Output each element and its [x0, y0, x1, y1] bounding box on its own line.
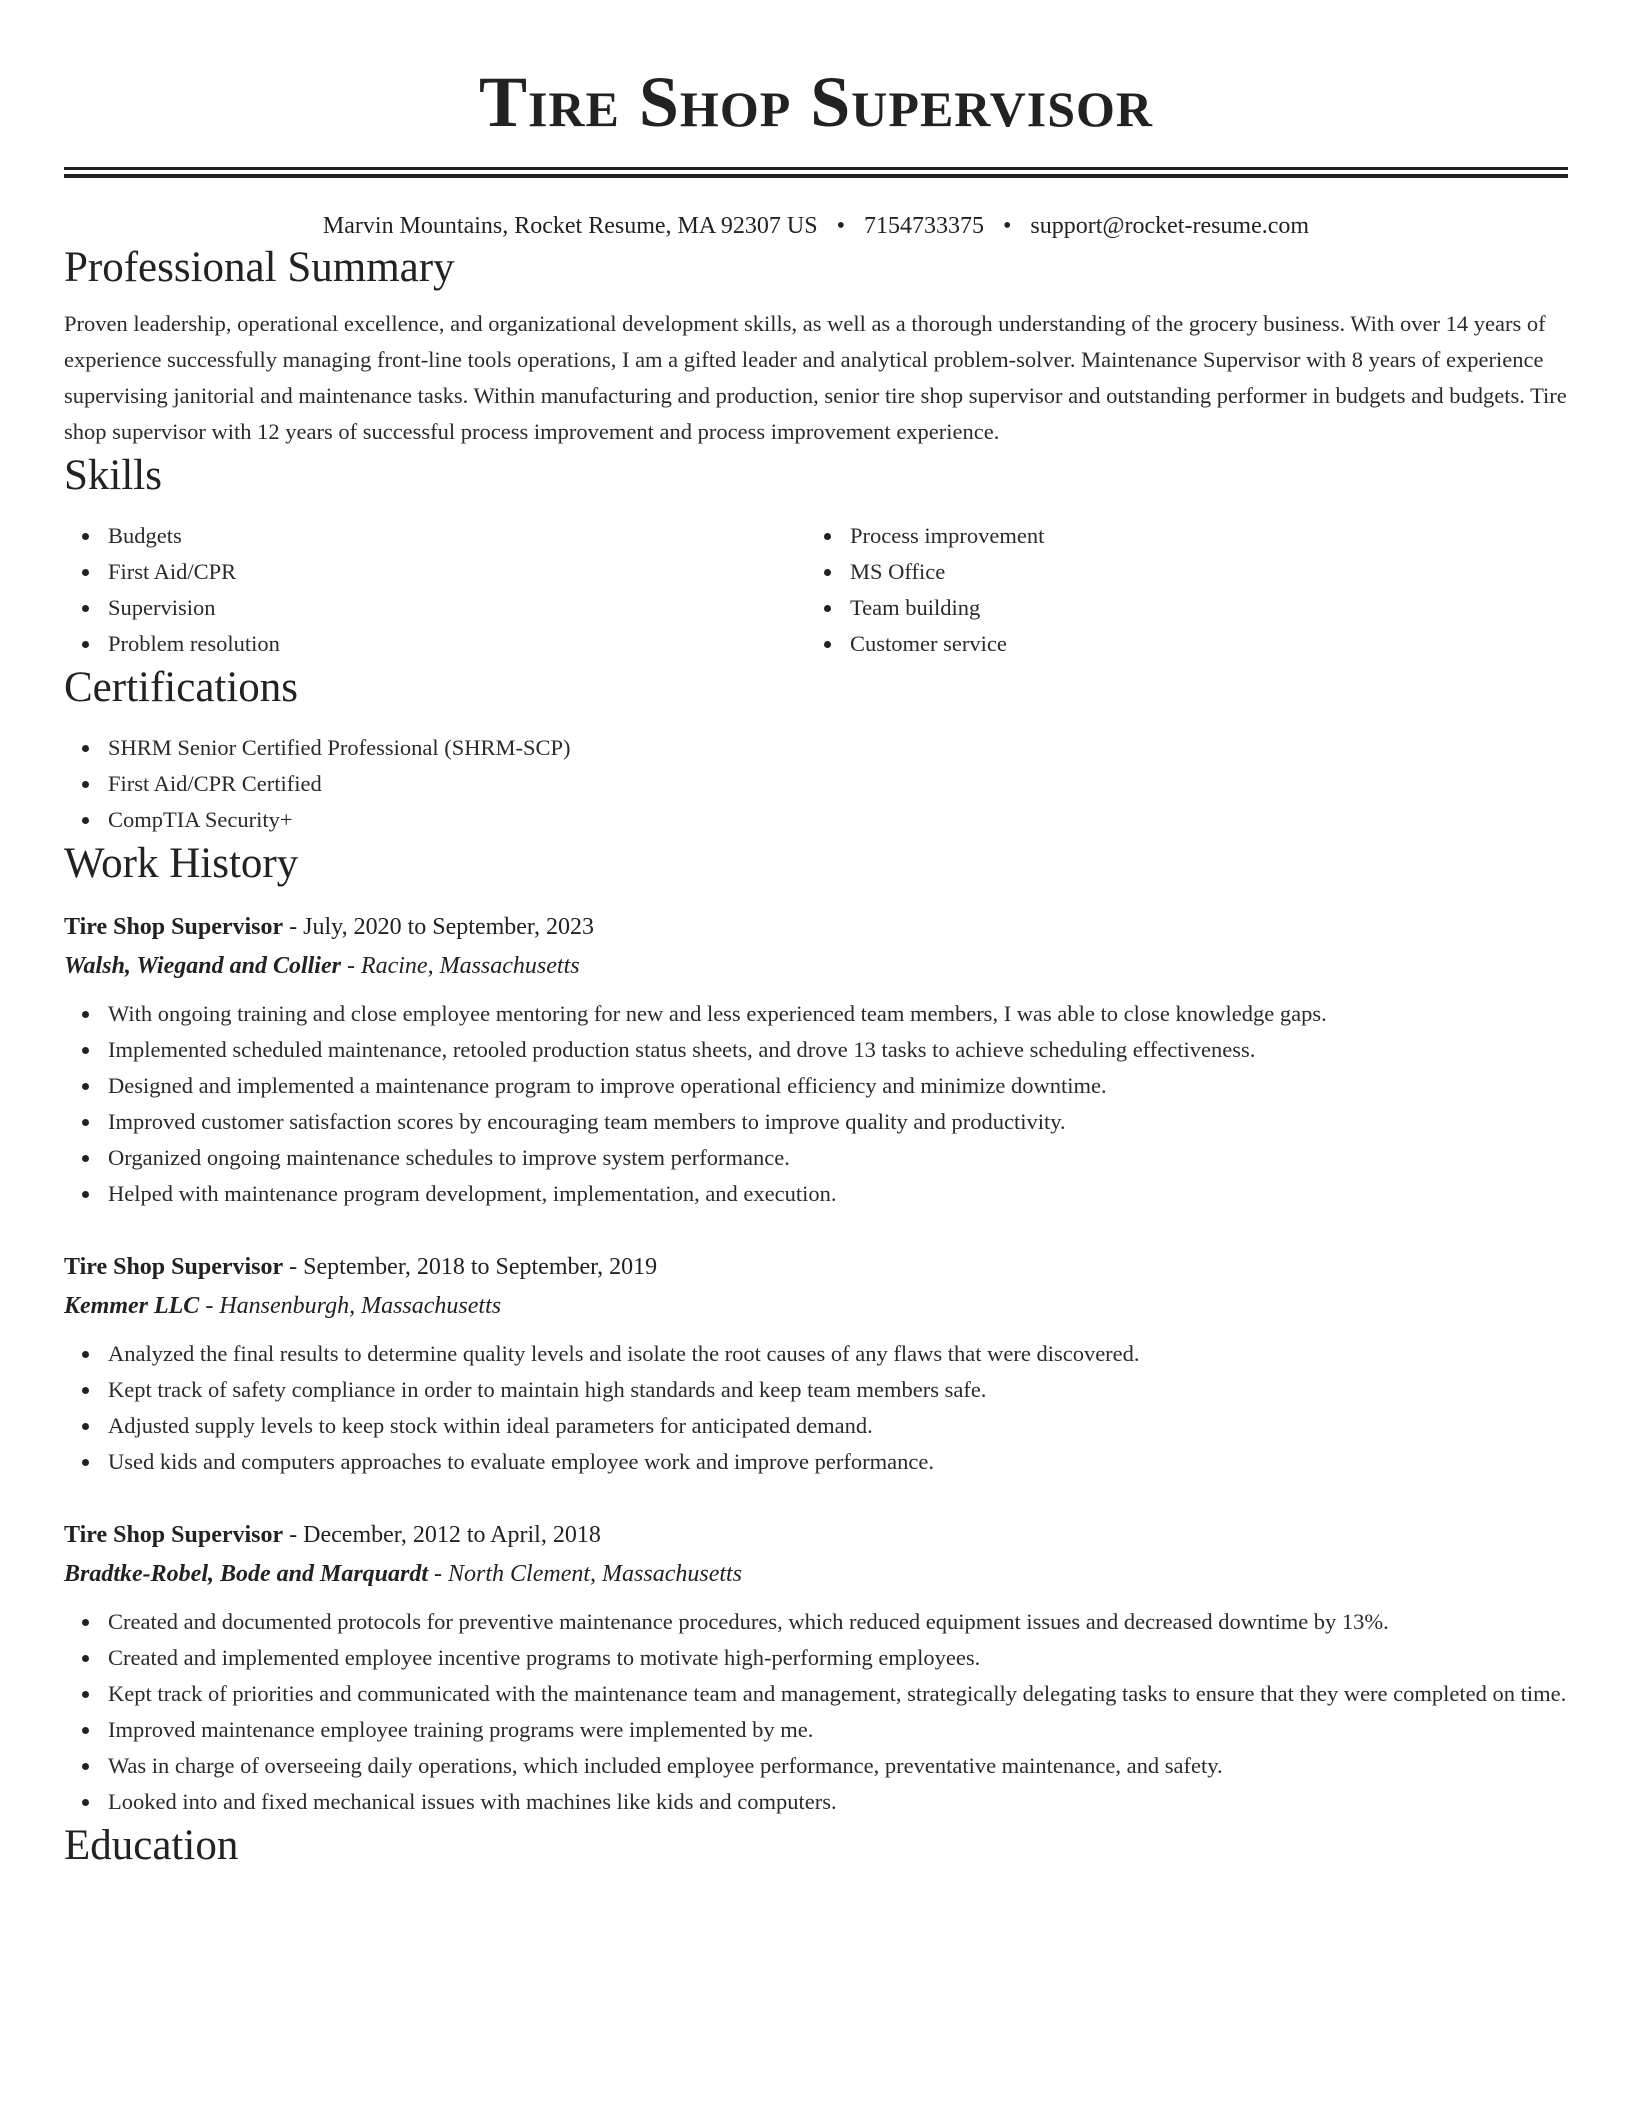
job-company: Bradtke-Robel, Bode and Marquardt [64, 1561, 429, 1587]
job-bullet: Helped with maintenance program development, implementation, and execution. [64, 1176, 1568, 1212]
skills-column-right [806, 518, 1548, 662]
job-bullet: Created and implemented employee incentive programs to motivate high-performing employees. [64, 1640, 1568, 1676]
job-bullet: Designed and implemented a maintenance program to improve operational efficiency and minimize downtime. [64, 1068, 1568, 1104]
skills-column-left [64, 518, 806, 662]
education-heading: Education [64, 1822, 239, 1869]
skills-heading: Skills [64, 452, 162, 499]
job-dash: - [428, 1561, 449, 1587]
skills-list-left [64, 518, 806, 662]
job-dates: July, 2020 to September, 2023 [303, 914, 594, 940]
skill-item: Customer service [806, 626, 1548, 662]
job-dash: - [199, 1293, 220, 1319]
job-company: Kemmer LLC [64, 1293, 200, 1319]
job-entry [64, 1516, 1568, 1820]
job-dates: September, 2018 to September, 2019 [303, 1254, 658, 1280]
job-company: Walsh, Wiegand and Collier [64, 953, 341, 979]
summary-heading: Professional Summary [64, 244, 455, 291]
job-title-line [64, 908, 1568, 946]
contact-line [64, 210, 1568, 242]
job-company-line [64, 1554, 1568, 1594]
job-bullet: Improved customer satisfaction scores by encouraging team members to improve quality and productivity. [64, 1104, 1568, 1140]
job-bullets [64, 1604, 1568, 1820]
skill-item: Team building [806, 590, 1548, 626]
job-location: Racine, Massachusetts [360, 953, 580, 979]
job-dash: - [340, 953, 361, 979]
job-title: Tire Shop Supervisor [64, 1254, 284, 1280]
job-location: Hansenburgh, Massachusetts [219, 1293, 502, 1319]
job-bullet: Improved maintenance employee training programs were implemented by me. [64, 1712, 1568, 1748]
job-company-line [64, 1286, 1568, 1326]
job-company-line [64, 946, 1568, 986]
job-bullet: Organized ongoing maintenance schedules to improve system performance. [64, 1140, 1568, 1176]
job-bullets [64, 1336, 1568, 1480]
certification-item: First Aid/CPR Certified [64, 766, 1568, 802]
skill-item: Budgets [64, 518, 806, 554]
job-dates: December, 2012 to April, 2018 [303, 1522, 601, 1548]
contact-email: support@rocket-resume.com [1030, 213, 1310, 239]
job-entry [64, 1248, 1568, 1480]
summary-text: Proven leadership, operational excellence, and organizational development skills, as well as a thorough understanding of the grocery business. With over 14 years of experience successfully managing front-line tools operations, I am a gifted leader and analytical problem-solver. Maintenance Supervisor with 8 years of experience supervising janitorial and maintenance tasks. Within manufacturing and production, senior tire shop supervisor and outstanding performer in budgets and budgets. Tire shop supervisor with 12 years of successful process improvement and process improvement experience. [64, 311, 1567, 444]
job-bullets [64, 996, 1568, 1212]
job-bullet: With ongoing training and close employee mentoring for new and less experienced team members, I was able to close knowledge gaps. [64, 996, 1568, 1032]
job-dash: - [283, 1254, 304, 1280]
job-bullet: Looked into and fixed mechanical issues with machines like kids and computers. [64, 1784, 1568, 1820]
work-history-heading: Work History [64, 840, 299, 887]
contact-separator: • [836, 213, 845, 239]
title-divider [64, 167, 1568, 178]
job-entry [64, 908, 1568, 1212]
job-location: North Clement, Massachusetts [448, 1561, 743, 1587]
job-bullet: Kept track of safety compliance in order to maintain high standards and keep team members safe. [64, 1372, 1568, 1408]
certifications-heading: Certifications [64, 664, 299, 711]
resume-title: Tire Shop Supervisor [478, 62, 1154, 142]
job-bullet: Adjusted supply levels to keep stock within ideal parameters for anticipated demand. [64, 1408, 1568, 1444]
job-title-line [64, 1248, 1568, 1286]
job-bullet: Implemented scheduled maintenance, retooled production status sheets, and drove 13 tasks to achieve scheduling effectiveness. [64, 1032, 1568, 1068]
job-bullet: Used kids and computers approaches to evaluate employee work and improve performance. [64, 1444, 1568, 1480]
job-title: Tire Shop Supervisor [64, 1522, 284, 1548]
certification-item: SHRM Senior Certified Professional (SHRM-SCP) [64, 730, 1568, 766]
job-title: Tire Shop Supervisor [64, 914, 284, 940]
job-bullet: Kept track of priorities and communicated with the maintenance team and management, strategically delegating tasks to ensure that they were completed on time. [64, 1676, 1568, 1712]
job-dash: - [283, 1522, 304, 1548]
skills-list-right [806, 518, 1548, 662]
contact-phone: 7154733375 [863, 213, 984, 239]
skills-grid [64, 518, 1568, 662]
skill-item: Supervision [64, 590, 806, 626]
job-bullet: Analyzed the final results to determine quality levels and isolate the root causes of any flaws that were discovered. [64, 1336, 1568, 1372]
skill-item: MS Office [806, 554, 1548, 590]
skill-item: First Aid/CPR [64, 554, 806, 590]
job-bullet: Was in charge of overseeing daily operations, which included employee performance, preventative maintenance, and safety. [64, 1748, 1568, 1784]
certification-item: CompTIA Security+ [64, 802, 1568, 838]
certifications-list [64, 730, 1568, 838]
job-title-line [64, 1516, 1568, 1554]
contact-address: Marvin Mountains, Rocket Resume, MA 92307 US [322, 213, 818, 239]
skill-item: Problem resolution [64, 626, 806, 662]
job-dash: - [283, 914, 304, 940]
job-bullet: Created and documented protocols for preventive maintenance procedures, which reduced equipment issues and decreased downtime by 13%. [64, 1604, 1568, 1640]
skill-item: Process improvement [806, 518, 1548, 554]
contact-separator: • [1002, 213, 1012, 239]
